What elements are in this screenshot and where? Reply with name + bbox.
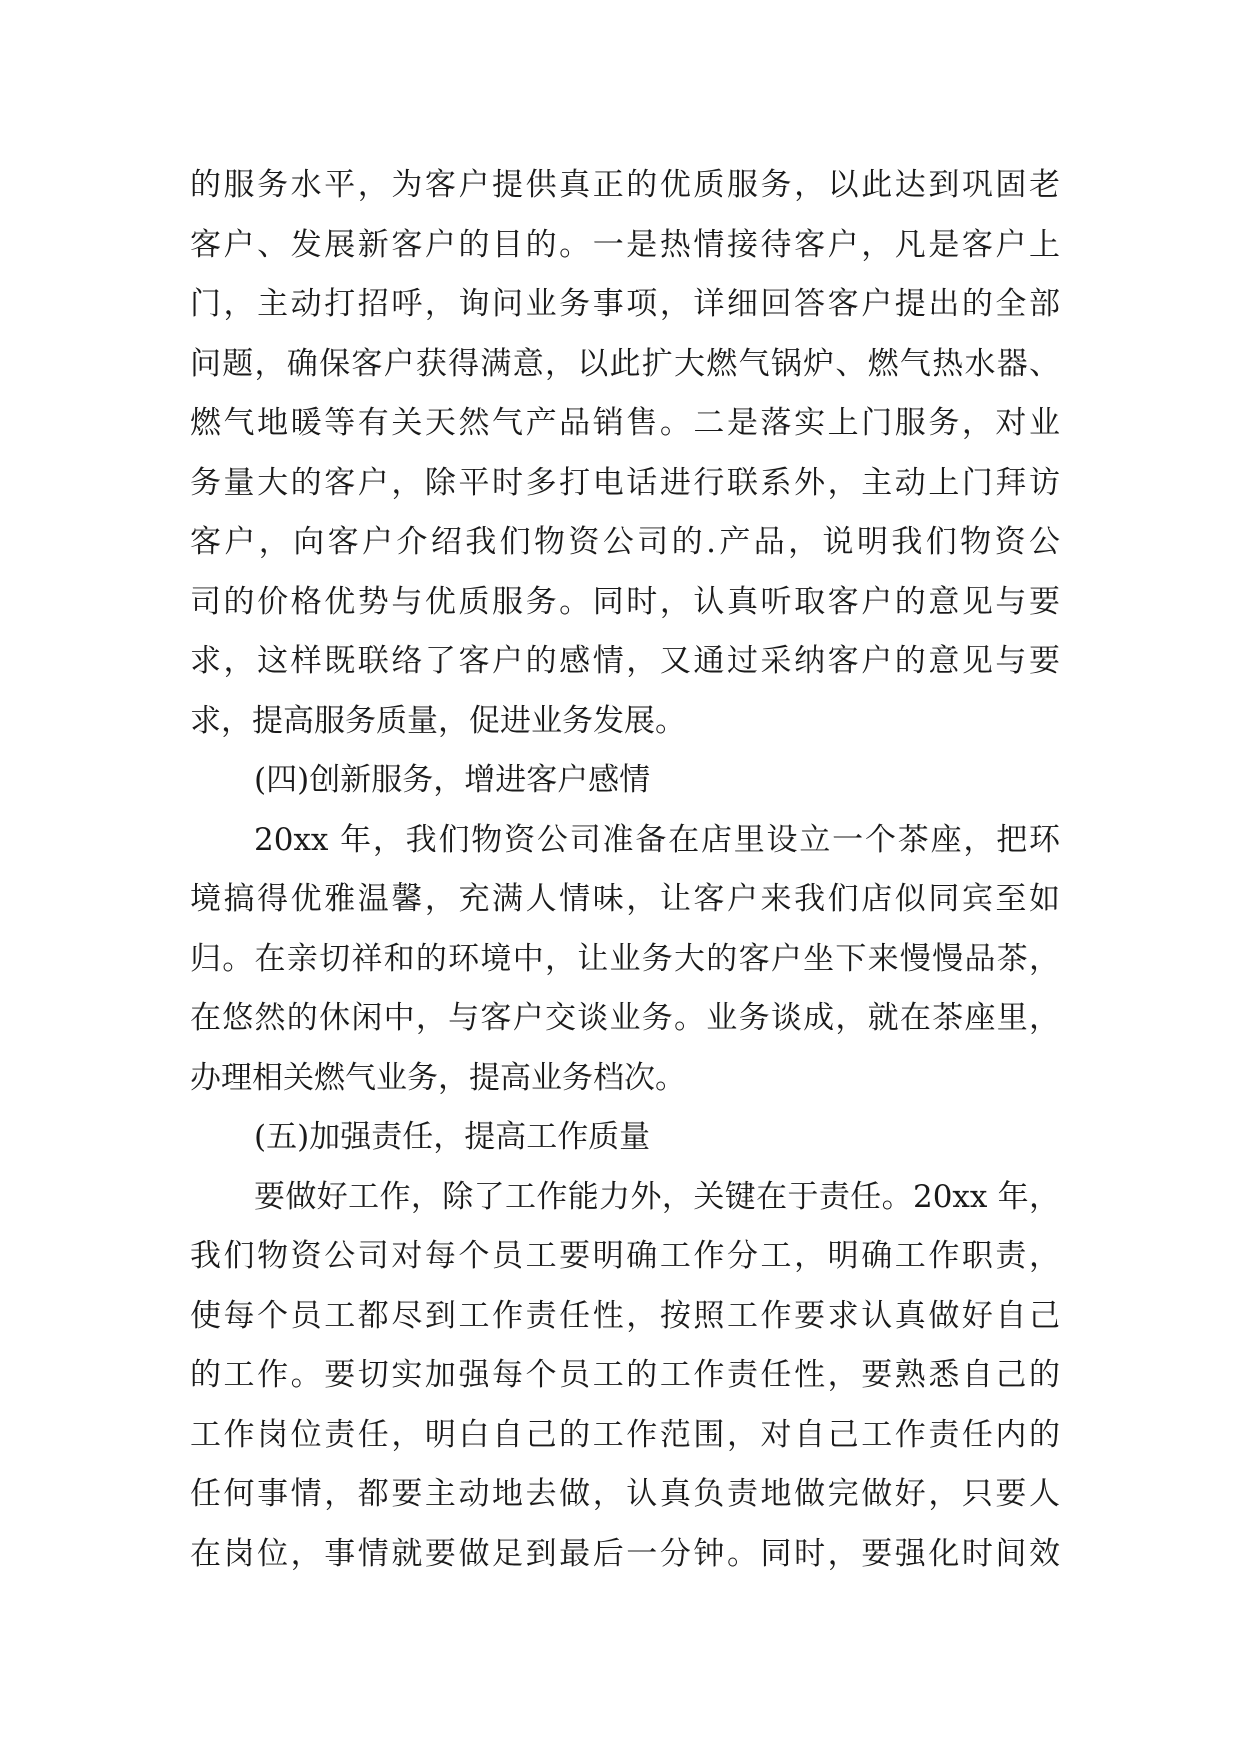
- text-line: 司的价格优势与优质服务。同时，认真听取客户的意见与要: [190, 583, 1060, 620]
- text-line: 求，这样既联络了客户的感情，又通过采纳客户的意见与要: [190, 643, 1060, 679]
- section-heading: (四)创新服务，增进客户感情: [254, 762, 651, 798]
- text-line: 要做好工作，除了工作能力外，关键在于责任。20xx 年，: [254, 1178, 1060, 1215]
- text-line: 办理相关燃气业务，提高业务档次。: [190, 1059, 686, 1096]
- text-line: 的工作。要切实加强每个员工的工作责任性，要熟悉自己的: [190, 1357, 1060, 1393]
- text-line: 境搞得优雅温馨，充满人情味，让客户来我们店似同宾至如: [190, 881, 1060, 917]
- text-line: 工作岗位责任，明白自己的工作范围，对自己工作责任内的: [190, 1416, 1060, 1453]
- text-line: 使每个员工都尽到工作责任性，按照工作要求认真做好自己: [190, 1297, 1060, 1334]
- text-line: 在岗位，事情就要做足到最后一分钟。同时，要强化时间效: [190, 1535, 1060, 1572]
- text-line: 燃气地暖等有关天然气产品销售。二是落实上门服务，对业: [190, 405, 1060, 441]
- document-body: [190, 156, 1060, 1584]
- text-line: 在悠然的休闲中，与客户交谈业务。业务谈成，就在茶座里，: [190, 1000, 1060, 1036]
- text-line: 门，主动打招呼，询问业务事项，详细回答客户提出的全部: [190, 286, 1060, 322]
- section-heading: (五)加强责任，提高工作质量: [254, 1119, 651, 1155]
- text-line: 客户、发展新客户的目的。一是热情接待客户，凡是客户上: [190, 226, 1060, 263]
- text-line: 归。在亲切祥和的环境中，让业务大的客户坐下来慢慢品茶，: [190, 940, 1060, 977]
- text-line: 20xx 年，我们物资公司准备在店里设立一个茶座，把环: [254, 821, 1060, 858]
- text-line: 问题，确保客户获得满意，以此扩大燃气锅炉、燃气热水器、: [190, 345, 1060, 382]
- text-line: 任何事情，都要主动地去做，认真负责地做完做好，只要人: [190, 1476, 1060, 1512]
- text-line: 务量大的客户，除平时多打电话进行联系外，主动上门拜访: [190, 464, 1060, 501]
- text-line: 的服务水平，为客户提供真正的优质服务，以此达到巩固老: [190, 167, 1060, 203]
- text-line: 我们物资公司对每个员工要明确工作分工，明确工作职责，: [190, 1238, 1060, 1274]
- text-line: 求，提高服务质量，促进业务发展。: [190, 702, 686, 739]
- text-line: 客户，向客户介绍我们物资公司的.产品，说明我们物资公: [190, 524, 1060, 560]
